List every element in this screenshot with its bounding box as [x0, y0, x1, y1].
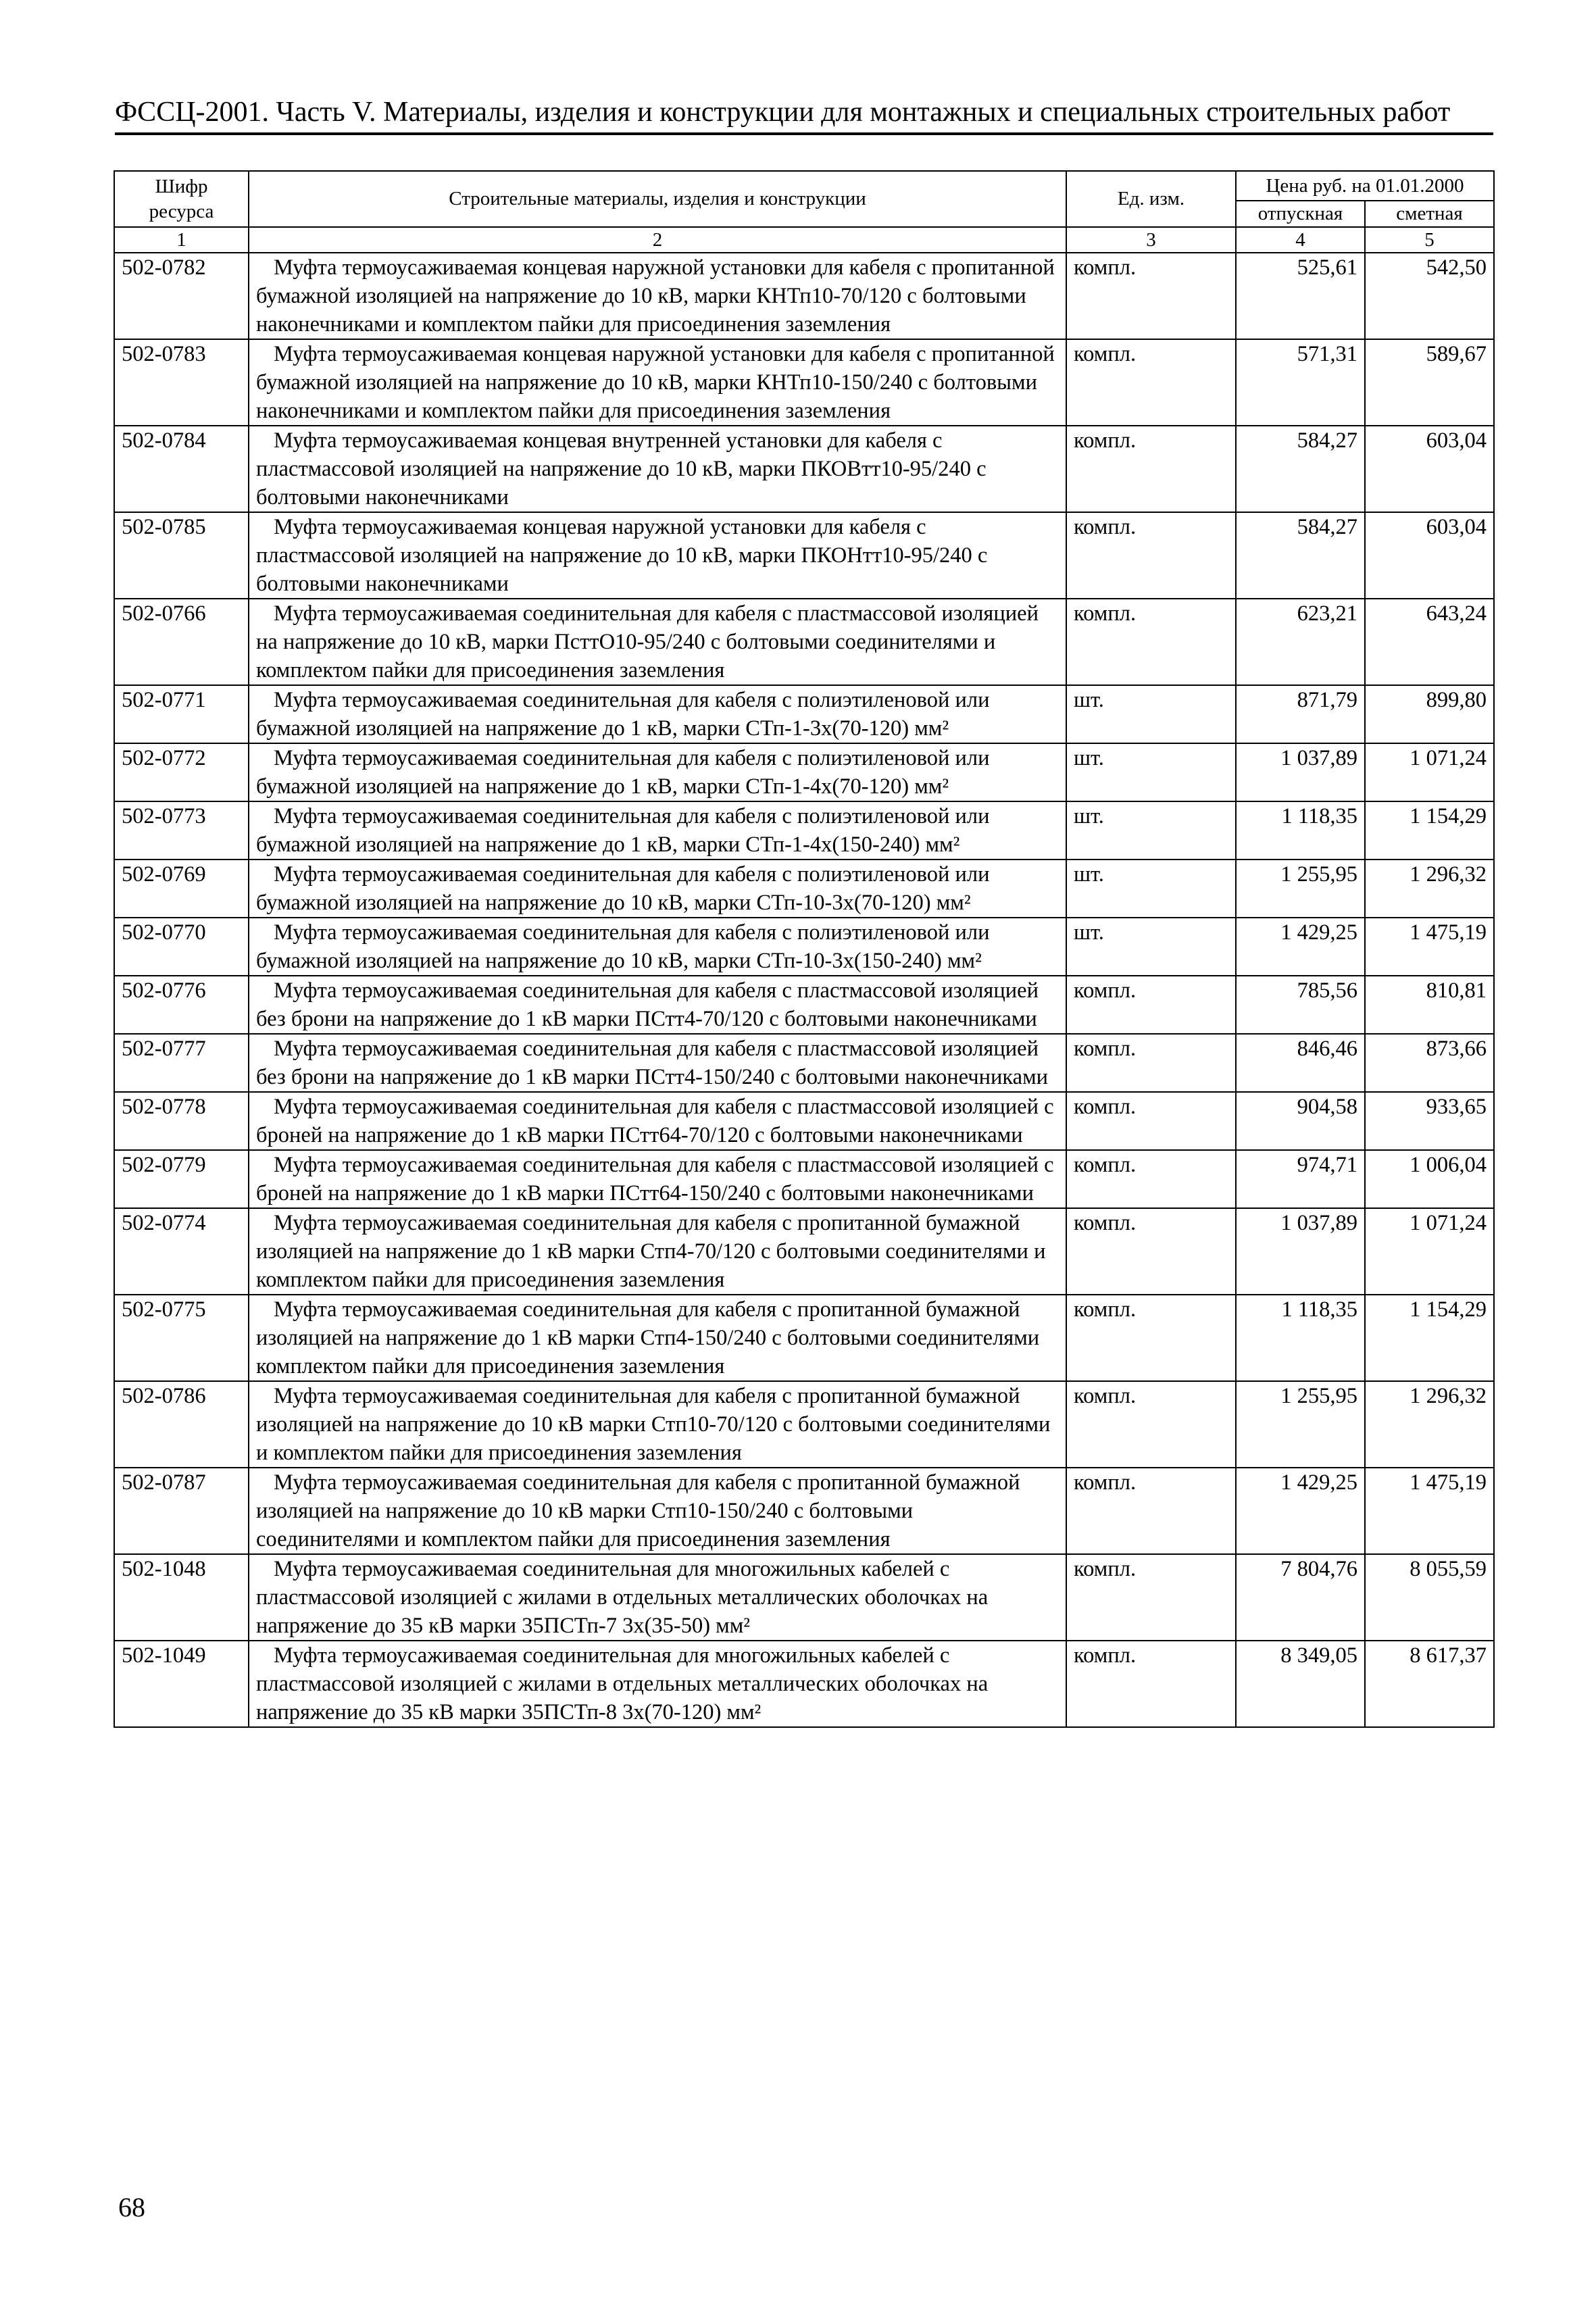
material-description: Муфта термоусаживаемая соединительная для кабеля с пластмассовой изоляцией без брони на напряжение до 1 кВ марки ПСтт4-70/120 с болтовыми наконечниками [249, 976, 1066, 1034]
resource-code: 502-0785 [114, 512, 249, 599]
resource-code: 502-0782 [114, 253, 249, 339]
unit-of-measure: шт. [1066, 918, 1236, 976]
running-header: ФССЦ-2001. Часть V. Материалы, изделия и конструкции для монтажных и специальных строительных работ [115, 95, 1493, 135]
resource-code: 502-0784 [114, 426, 249, 512]
unit-of-measure: шт. [1066, 685, 1236, 743]
estimate-price: 1 071,24 [1365, 743, 1494, 801]
resource-code: 502-0770 [114, 918, 249, 976]
material-description: Муфта термоусаживаемая соединительная для кабеля с пластмассовой изоляцией на напряжение до 10 кВ, марки ПсттО10-95/240 с болтовыми соединителями и комплектом пайки для присоединения заземления [249, 599, 1066, 685]
release-price: 571,31 [1236, 339, 1365, 426]
resource-code: 502-1048 [114, 1554, 249, 1641]
release-price: 974,71 [1236, 1150, 1365, 1208]
column-header-unit: Ед. изм. [1066, 171, 1236, 227]
estimate-price: 643,24 [1365, 599, 1494, 685]
release-price: 1 429,25 [1236, 1468, 1365, 1554]
estimate-price: 8 617,37 [1365, 1641, 1494, 1727]
price-table [114, 170, 1495, 1728]
release-price: 584,27 [1236, 426, 1365, 512]
material-description: Муфта термоусаживаемая соединительная для кабеля с полиэтиленовой или бумажной изоляцией на напряжение до 1 кВ, марки СТп-1-4х(70-120) мм² [249, 743, 1066, 801]
table-row [114, 1034, 1494, 1092]
unit-of-measure: компл. [1066, 253, 1236, 339]
material-description: Муфта термоусаживаемая соединительная для многожильных кабелей с пластмассовой изоляцией с жилами в отдельных металлических оболочках на напряжение до 35 кВ марки 35ПСТп-7 3х(35-50) мм² [249, 1554, 1066, 1641]
table-row [114, 1092, 1494, 1150]
estimate-price: 542,50 [1365, 253, 1494, 339]
estimate-price: 899,80 [1365, 685, 1494, 743]
unit-of-measure: компл. [1066, 426, 1236, 512]
unit-of-measure: компл. [1066, 976, 1236, 1034]
unit-of-measure: компл. [1066, 1150, 1236, 1208]
resource-code: 502-0779 [114, 1150, 249, 1208]
estimate-price: 873,66 [1365, 1034, 1494, 1092]
unit-of-measure: компл. [1066, 1034, 1236, 1092]
estimate-price: 1 475,19 [1365, 1468, 1494, 1554]
material-description: Муфта термоусаживаемая соединительная для кабеля с пропитанной бумажной изоляцией на напряжение до 10 кВ марки Стп10-70/120 с болтовыми соединителями и комплектом пайки для присоединения заземления [249, 1381, 1066, 1468]
resource-code: 502-0783 [114, 339, 249, 426]
resource-code: 502-0766 [114, 599, 249, 685]
unit-of-measure: компл. [1066, 1468, 1236, 1554]
column-header-code: Шифр ресурса [114, 171, 249, 227]
resource-code: 502-0775 [114, 1295, 249, 1381]
release-price: 1 255,95 [1236, 860, 1365, 918]
estimate-price: 810,81 [1365, 976, 1494, 1034]
estimate-price: 1 006,04 [1365, 1150, 1494, 1208]
column-number: 2 [249, 227, 1066, 253]
estimate-price: 603,04 [1365, 512, 1494, 599]
release-price: 1 037,89 [1236, 743, 1365, 801]
material-description: Муфта термоусаживаемая соединительная для кабеля с полиэтиленовой или бумажной изоляцией на напряжение до 1 кВ, марки СТп-1-4х(150-240) мм² [249, 801, 1066, 860]
material-description: Муфта термоусаживаемая соединительная для кабеля с пластмассовой изоляцией с броней на напряжение до 1 кВ марки ПСтт64-70/120 с болтовыми наконечниками [249, 1092, 1066, 1150]
table-row [114, 801, 1494, 860]
estimate-price: 603,04 [1365, 426, 1494, 512]
material-description: Муфта термоусаживаемая концевая внутренней установки для кабеля с пластмассовой изоляцией на напряжение до 10 кВ, марки ПКОВтт10-95/240 с болтовыми наконечниками [249, 426, 1066, 512]
resource-code: 502-0787 [114, 1468, 249, 1554]
estimate-price: 1 071,24 [1365, 1208, 1494, 1295]
table-row [114, 685, 1494, 743]
table-row [114, 253, 1494, 339]
column-header-price-group: Цена руб. на 01.01.2000 [1236, 171, 1494, 201]
material-description: Муфта термоусаживаемая соединительная для кабеля с пластмассовой изоляцией без брони на напряжение до 1 кВ марки ПСтт4-150/240 с болтовыми наконечниками [249, 1034, 1066, 1092]
resource-code: 502-0774 [114, 1208, 249, 1295]
unit-of-measure: компл. [1066, 1295, 1236, 1381]
table-row [114, 918, 1494, 976]
release-price: 623,21 [1236, 599, 1365, 685]
table-row [114, 339, 1494, 426]
material-description: Муфта термоусаживаемая соединительная для кабеля с полиэтиленовой или бумажной изоляцией на напряжение до 10 кВ, марки СТп-10-3х(70-120) мм² [249, 860, 1066, 918]
material-description: Муфта термоусаживаемая концевая наружной установки для кабеля с пропитанной бумажной изоляцией на напряжение до 10 кВ, марки КНТп10-150/240 с болтовыми наконечниками и комплектом пайки для присоединения заземления [249, 339, 1066, 426]
unit-of-measure: компл. [1066, 339, 1236, 426]
column-number: 3 [1066, 227, 1236, 253]
resource-code: 502-1049 [114, 1641, 249, 1727]
column-number-row [114, 227, 1494, 253]
release-price: 1 255,95 [1236, 1381, 1365, 1468]
unit-of-measure: компл. [1066, 1208, 1236, 1295]
release-price: 1 037,89 [1236, 1208, 1365, 1295]
unit-of-measure: компл. [1066, 1092, 1236, 1150]
release-price: 846,46 [1236, 1034, 1365, 1092]
column-header-estimate-price: сметная [1365, 201, 1494, 227]
estimate-price: 1 154,29 [1365, 801, 1494, 860]
table-row [114, 512, 1494, 599]
release-price: 904,58 [1236, 1092, 1365, 1150]
unit-of-measure: компл. [1066, 599, 1236, 685]
material-description: Муфта термоусаживаемая соединительная для кабеля с пластмассовой изоляцией с броней на напряжение до 1 кВ марки ПСтт64-150/240 с болтовыми наконечниками [249, 1150, 1066, 1208]
column-header-release-price: отпускная [1236, 201, 1365, 227]
resource-code: 502-0769 [114, 860, 249, 918]
header-row-top [114, 171, 1494, 201]
page-number: 68 [118, 2192, 145, 2222]
resource-code: 502-0777 [114, 1034, 249, 1092]
table-row [114, 599, 1494, 685]
table-row [114, 1208, 1494, 1295]
unit-of-measure: компл. [1066, 1554, 1236, 1641]
release-price: 525,61 [1236, 253, 1365, 339]
table-row [114, 976, 1494, 1034]
table-row [114, 1641, 1494, 1727]
estimate-price: 1 154,29 [1365, 1295, 1494, 1381]
material-description: Муфта термоусаживаемая соединительная для кабеля с пропитанной бумажной изоляцией на напряжение до 10 кВ марки Стп10-150/240 с болтовыми соединителями и комплектом пайки для присоединения заземления [249, 1468, 1066, 1554]
unit-of-measure: компл. [1066, 512, 1236, 599]
release-price: 871,79 [1236, 685, 1365, 743]
unit-of-measure: шт. [1066, 743, 1236, 801]
estimate-price: 589,67 [1365, 339, 1494, 426]
release-price: 8 349,05 [1236, 1641, 1365, 1727]
unit-of-measure: компл. [1066, 1641, 1236, 1727]
table-row [114, 1381, 1494, 1468]
estimate-price: 1 296,32 [1365, 1381, 1494, 1468]
resource-code: 502-0778 [114, 1092, 249, 1150]
resource-code: 502-0773 [114, 801, 249, 860]
column-number: 5 [1365, 227, 1494, 253]
material-description: Муфта термоусаживаемая соединительная для кабеля с полиэтиленовой или бумажной изоляцией на напряжение до 10 кВ, марки СТп-10-3х(150-240) мм² [249, 918, 1066, 976]
table-row [114, 743, 1494, 801]
release-price: 584,27 [1236, 512, 1365, 599]
release-price: 1 118,35 [1236, 1295, 1365, 1381]
table-row [114, 426, 1494, 512]
estimate-price: 933,65 [1365, 1092, 1494, 1150]
material-description: Муфта термоусаживаемая соединительная для кабеля с пропитанной бумажной изоляцией на напряжение до 1 кВ марки Стп4-70/120 с болтовыми соединителями и комплектом пайки для присоединения заземления [249, 1208, 1066, 1295]
unit-of-measure: шт. [1066, 860, 1236, 918]
material-description: Муфта термоусаживаемая соединительная для кабеля с пропитанной бумажной изоляцией на напряжение до 1 кВ марки Стп4-150/240 с болтовыми соединителями комплектом пайки для присоединения заземления [249, 1295, 1066, 1381]
unit-of-measure: компл. [1066, 1381, 1236, 1468]
table-row [114, 1295, 1494, 1381]
resource-code: 502-0771 [114, 685, 249, 743]
release-price: 1 118,35 [1236, 801, 1365, 860]
resource-code: 502-0772 [114, 743, 249, 801]
release-price: 785,56 [1236, 976, 1365, 1034]
table-row [114, 1468, 1494, 1554]
column-number: 1 [114, 227, 249, 253]
column-header-description: Строительные материалы, изделия и конструкции [249, 171, 1066, 227]
table-row [114, 1554, 1494, 1641]
table-row [114, 1150, 1494, 1208]
estimate-price: 1 296,32 [1365, 860, 1494, 918]
resource-code: 502-0786 [114, 1381, 249, 1468]
release-price: 1 429,25 [1236, 918, 1365, 976]
material-description: Муфта термоусаживаемая концевая наружной установки для кабеля с пластмассовой изоляцией на напряжение до 10 кВ, марки ПКОНтт10-95/240 с болтовыми наконечниками [249, 512, 1066, 599]
material-description: Муфта термоусаживаемая соединительная для многожильных кабелей с пластмассовой изоляцией с жилами в отдельных металлических оболочках на напряжение до 35 кВ марки 35ПСТп-8 3х(70-120) мм² [249, 1641, 1066, 1727]
release-price: 7 804,76 [1236, 1554, 1365, 1641]
table-row [114, 860, 1494, 918]
material-description: Муфта термоусаживаемая соединительная для кабеля с полиэтиленовой или бумажной изоляцией на напряжение до 1 кВ, марки СТп-1-3х(70-120) мм² [249, 685, 1066, 743]
unit-of-measure: шт. [1066, 801, 1236, 860]
resource-code: 502-0776 [114, 976, 249, 1034]
column-number: 4 [1236, 227, 1365, 253]
estimate-price: 1 475,19 [1365, 918, 1494, 976]
material-description: Муфта термоусаживаемая концевая наружной установки для кабеля с пропитанной бумажной изоляцией на напряжение до 10 кВ, марки КНТп10-70/120 с болтовыми наконечниками и комплектом пайки для присоединения заземления [249, 253, 1066, 339]
estimate-price: 8 055,59 [1365, 1554, 1494, 1641]
